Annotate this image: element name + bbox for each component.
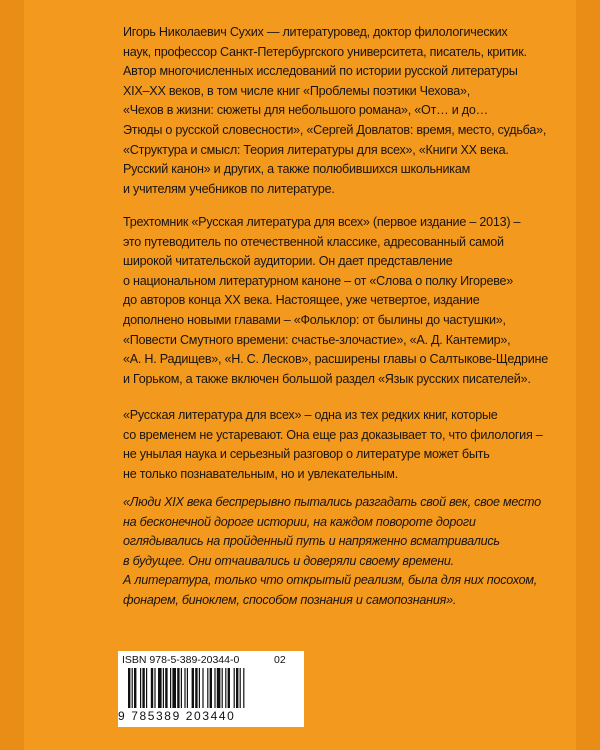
cover-edge-left xyxy=(0,0,24,750)
text-line: «А. Н. Радищев», «Н. С. Лесков», расширены главы о Салтыкове-Щедрине xyxy=(123,352,548,367)
barcode-bar xyxy=(202,668,203,708)
text-line: и учителям учебников по литературе. xyxy=(123,181,335,196)
barcode-bar xyxy=(165,668,167,708)
barcode-bar xyxy=(192,668,194,708)
barcode-bar xyxy=(210,668,212,708)
isbn-barcode xyxy=(118,651,304,727)
barcode-bar xyxy=(240,668,241,708)
text-line: «Структура и смысл: Теория литературы для всех», «Книги XX века. xyxy=(123,142,509,157)
quote-line: оглядывались на пройденный путь и напряженно всматривались xyxy=(123,534,500,549)
quote-line: «Люди XIX века беспрерывно пытались разгадать свой век, свое место xyxy=(123,495,541,509)
barcode-bar xyxy=(195,668,197,708)
text-line: «Чехов в жизни: сюжеты для небольшого романа», «От… и до… xyxy=(123,103,488,118)
barcode-bar xyxy=(181,668,182,708)
barcode-digits: 9 785389 203440 xyxy=(118,709,236,723)
text-line: это путеводитель по отечественной классике, адресованный самой xyxy=(123,234,504,249)
quote-line: на бесконечной дороге истории, на каждом повороте дороги xyxy=(123,514,476,529)
quote-line: фонарем, биноклем, способом познания и самопознания». xyxy=(123,592,457,607)
barcode-bar xyxy=(170,668,171,708)
barcode-bar xyxy=(163,668,164,708)
barcode-bar xyxy=(207,668,208,708)
author-bio-paragraph xyxy=(123,23,547,199)
quote-line: в будущее. Они отчаивались и доверяли своему времени. xyxy=(123,553,454,568)
barcode-bar xyxy=(177,668,179,708)
text-line: со временем не устаревают. Она еще раз доказывает то, что филология – xyxy=(123,427,543,442)
text-line: не только познавательным, но и увлекательным. xyxy=(123,466,398,481)
barcode-bar xyxy=(243,668,244,708)
text-line: до авторов конца XX века. Настоящее, уже четвертое, издание xyxy=(123,293,480,308)
barcode-bar xyxy=(222,668,223,708)
barcode-bar xyxy=(128,668,130,708)
book-description-paragraph xyxy=(123,213,548,389)
text-line: Этюды о русской словесности», «Сергей Довлатов: время, место, судьба», xyxy=(123,122,547,137)
barcode-bar xyxy=(158,668,162,708)
barcode-bar xyxy=(234,668,235,708)
text-line: Игорь Николаевич Сухих — литературовед, доктор филологических xyxy=(123,25,508,39)
book-value-paragraph xyxy=(123,406,543,484)
barcode-bar xyxy=(225,668,226,708)
quote-lines xyxy=(123,493,541,611)
barcode-bar xyxy=(187,668,188,708)
text-line: Трехтомник «Русская литература для всех» (первое издание – 2013) – xyxy=(123,215,521,229)
text-line: не унылая наука и серьезный разговор о литературе может быть xyxy=(123,447,490,462)
barcode-bar xyxy=(142,668,144,708)
barcode-bar xyxy=(132,668,133,708)
barcode-bar xyxy=(154,668,155,708)
text-line: «Повести Смутного времени: счастье-злочастие», «А. Д. Кантемир», xyxy=(123,332,511,347)
barcode-bar xyxy=(140,668,141,708)
isbn-addon: 02 xyxy=(274,654,286,666)
quote-line: А литература, только что открытый реализм, была для них посохом, xyxy=(123,573,538,588)
book-description-lines xyxy=(123,213,548,389)
text-line: Русский канон» и других, а также полюбившихся школьникам xyxy=(123,162,470,177)
quote-paragraph xyxy=(123,493,541,611)
barcode-bar xyxy=(214,668,215,708)
text-line: «Русская литература для всех» – одна из тех редких книг, которые xyxy=(123,408,498,422)
text-line: наук, профессор Санкт-Петербургского университета, писатель, критик. xyxy=(123,44,527,59)
barcode-bar xyxy=(228,668,230,708)
text-line: дополнено новыми главами – «Фольклор: от былины до частушки», xyxy=(123,312,506,327)
barcode-bar xyxy=(172,668,176,708)
text-line: Автор многочисленных исследований по истории русской литературы xyxy=(123,64,518,79)
barcode-bar xyxy=(134,668,136,708)
text-line: XIX–XX веков, в том числе книг «Проблемы поэтики Чехова», xyxy=(123,83,470,98)
barcode-bar xyxy=(146,668,147,708)
isbn-label: ISBN 978-5-389-20344-0 xyxy=(122,654,240,666)
text-line: широкой читательской аудитории. Он дает представление xyxy=(123,254,453,269)
barcode-bar xyxy=(184,668,185,708)
text-line: о национальном литературном каноне – от «Слова о полку Игореве» xyxy=(123,273,514,288)
text-line: и Горьком, а также включен большой раздел «Язык русских писателей». xyxy=(123,371,531,386)
barcode-bars xyxy=(126,668,294,708)
cover-edge-right xyxy=(576,0,600,750)
barcode-bar xyxy=(151,668,153,708)
barcode-bar xyxy=(199,668,200,708)
barcode-bar xyxy=(217,668,221,708)
book-value-lines xyxy=(123,406,543,484)
barcode-bar xyxy=(236,668,238,708)
author-bio-lines xyxy=(123,23,547,199)
